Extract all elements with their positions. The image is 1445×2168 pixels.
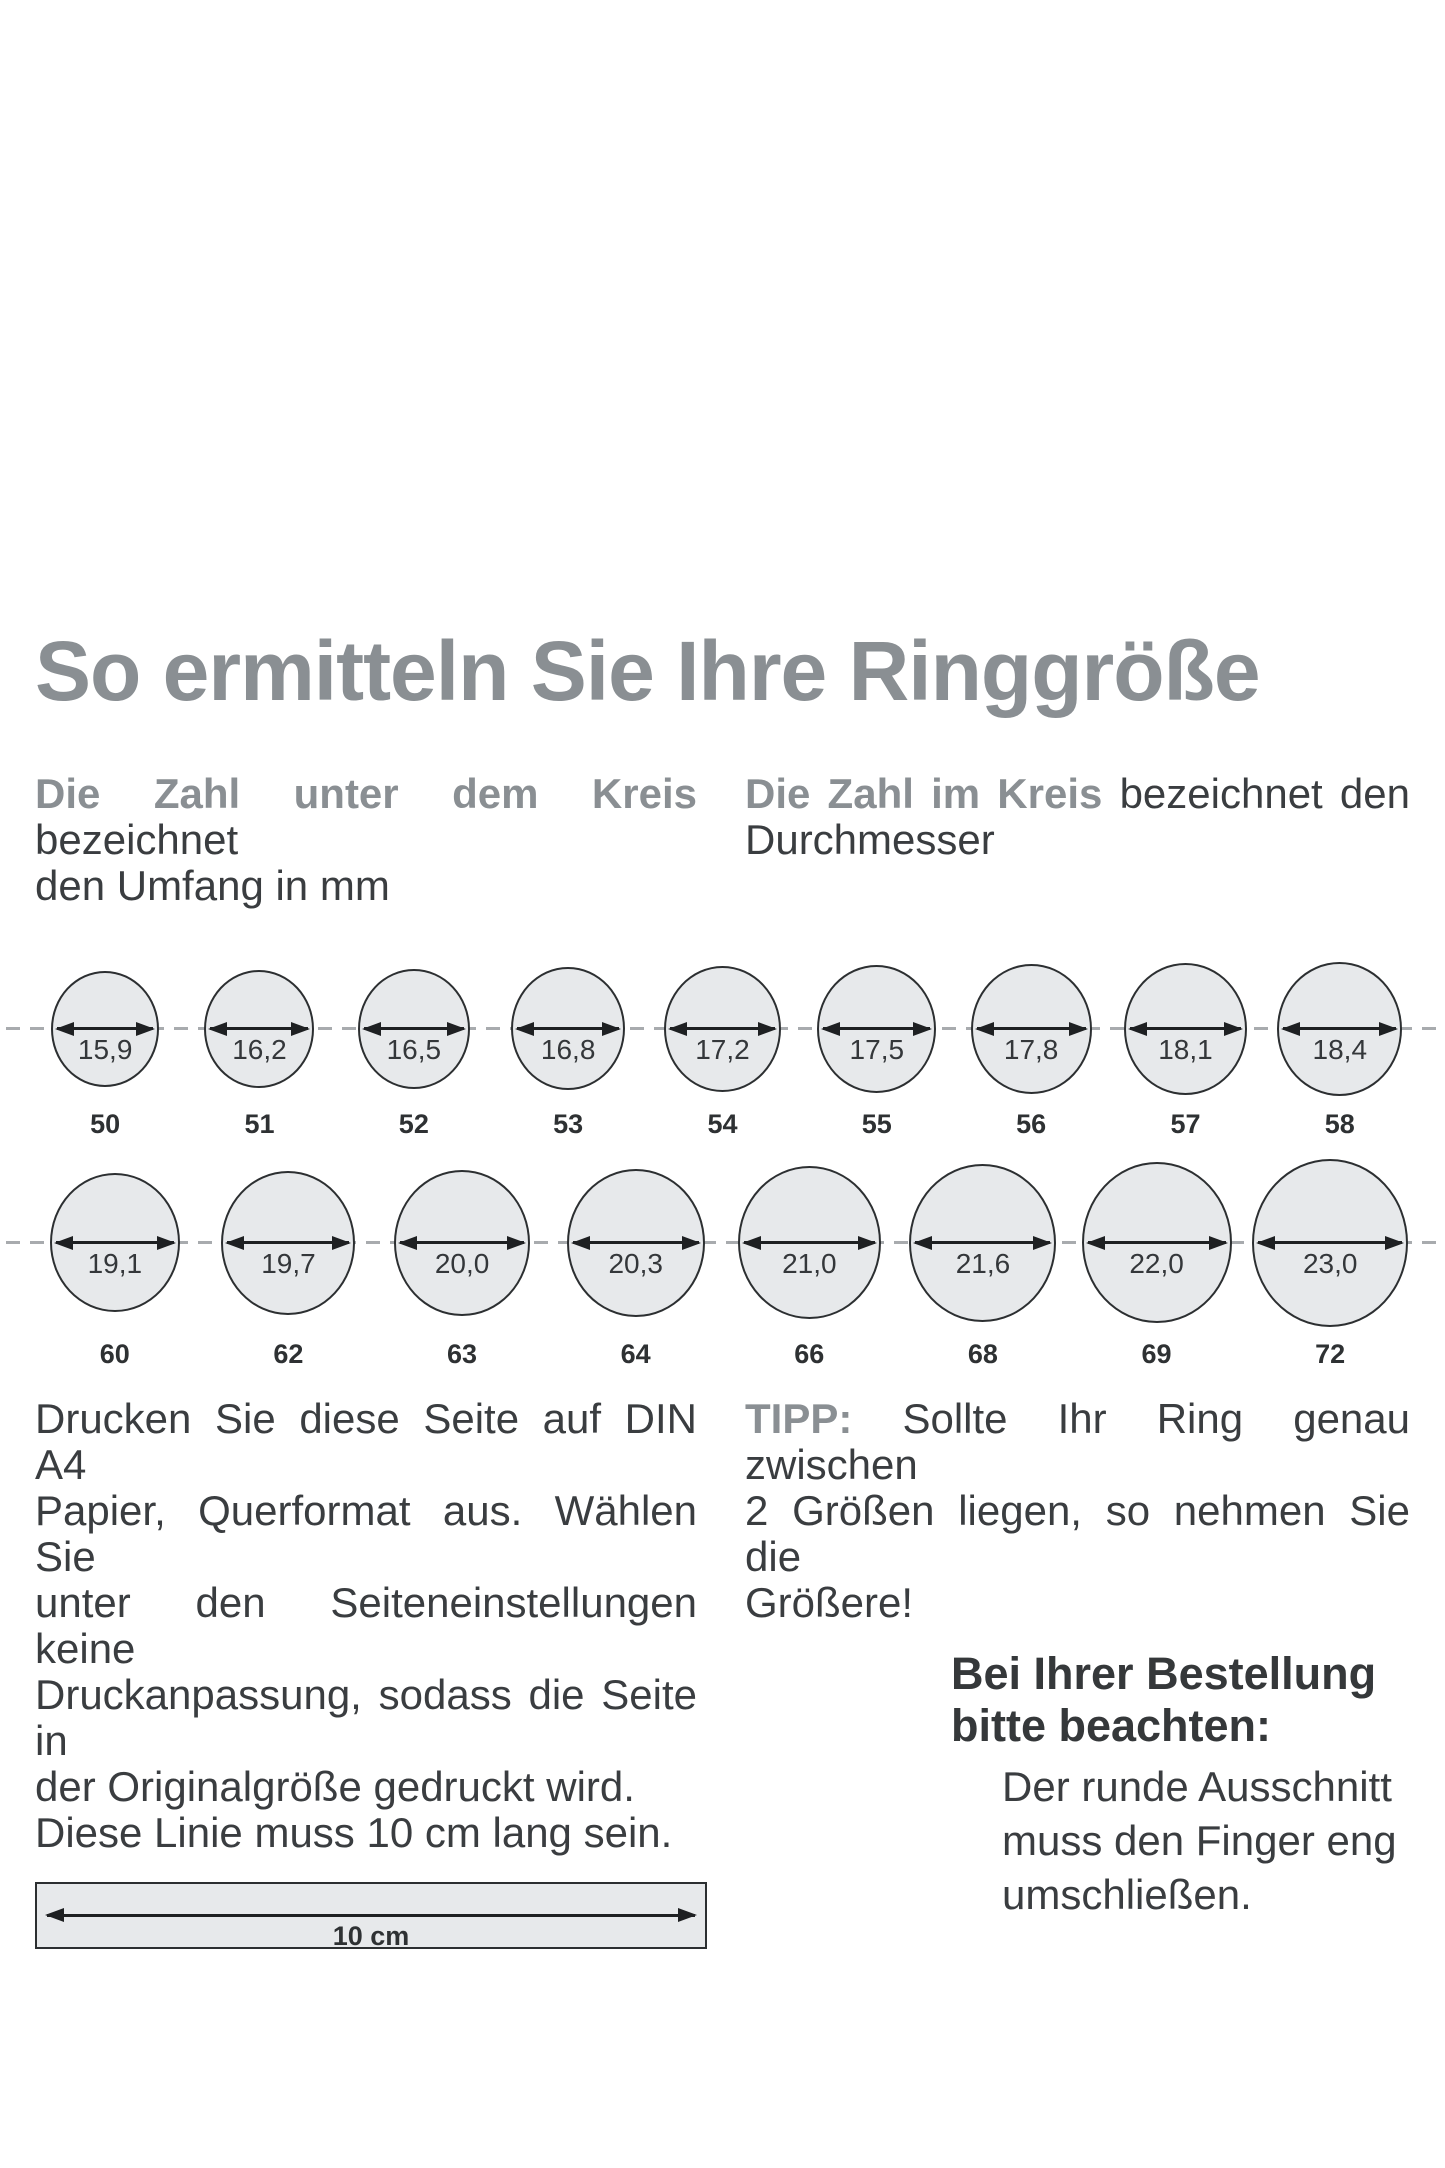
subtitle-diameter-line1: [745, 771, 1410, 817]
ring-size-item: [896, 1157, 1070, 1370]
print-instructions-line: Druckanpassung, sodass die Seite in: [35, 1670, 697, 1764]
ring-size-item: [491, 959, 645, 1140]
diameter-arrow-icon: [573, 1241, 699, 1244]
diameter-arrow-icon: [670, 1027, 775, 1030]
circle-zone: [664, 959, 781, 1099]
ring-size-number: 50: [90, 1108, 121, 1139]
order-note-heading-line1: Bei Ihrer Bestellung: [951, 1647, 1377, 1699]
diameter-value: 16,5: [386, 1033, 442, 1065]
diameter-value: 16,2: [232, 1033, 287, 1065]
diameter-arrow-icon: [517, 1027, 619, 1030]
tip-line2: 2 Größen liegen, so nehmen Sie die: [745, 1486, 1410, 1580]
ring-size-item: [202, 1157, 376, 1370]
circle-zone: [204, 959, 314, 1099]
ring-size-item: [1108, 959, 1262, 1140]
ring-size-item: [1263, 959, 1417, 1140]
ring-circle: [358, 969, 470, 1089]
ring-circle: [1252, 1159, 1408, 1327]
ruler-arrow-icon: [47, 1914, 695, 1917]
subtitle-circumference-rest: bezeichnet: [35, 815, 239, 863]
diameter-arrow-icon: [1130, 1027, 1241, 1030]
order-note-heading: [951, 1648, 1410, 1752]
tip-highlight: TIPP:: [745, 1394, 853, 1442]
subtitle-circumference-line1: [35, 771, 697, 863]
ring-circle: [221, 1171, 355, 1315]
ring-circle: [817, 965, 936, 1093]
diameter-value: 20,3: [608, 1247, 663, 1279]
print-instructions: [35, 1396, 697, 1856]
diameter-arrow-icon: [1258, 1241, 1402, 1244]
subtitle-diameter-highlight: Die Zahl im Kreis: [745, 769, 1103, 817]
order-note-heading-line2: bitte beachten:: [951, 1699, 1272, 1751]
circle-zone: [51, 959, 159, 1099]
circle-zone: [1277, 959, 1402, 1099]
circle-zone: [221, 1157, 355, 1329]
ring-size-item: [28, 959, 182, 1140]
ring-size-number: 63: [447, 1338, 478, 1369]
ring-size-item: [1070, 1157, 1244, 1370]
subtitle-section: [35, 771, 1410, 909]
print-instructions-line: Drucken Sie diese Seite auf DIN A4: [35, 1394, 697, 1488]
diameter-value: 18,4: [1312, 1033, 1368, 1065]
print-instructions-column: [35, 1394, 697, 1952]
diameter-arrow-icon: [823, 1027, 930, 1030]
ring-size-row-50-58: [0, 959, 1445, 1140]
ring-size-number: 72: [1315, 1338, 1346, 1369]
diameter-arrow-icon: [915, 1241, 1050, 1244]
diameter-arrow-icon: [364, 1027, 464, 1030]
ring-circle: [204, 970, 314, 1088]
circle-zone: [738, 1157, 881, 1329]
diameter-arrow-icon: [227, 1241, 349, 1244]
diameter-arrow-icon: [210, 1027, 308, 1030]
circle-zone: [1082, 1157, 1232, 1329]
subtitle-diameter-line2: Durchmesser: [745, 815, 995, 863]
ring-size-number: 64: [620, 1338, 651, 1369]
ring-size-number: 52: [398, 1108, 429, 1139]
diameter-value: 21,0: [782, 1247, 837, 1279]
diameter-arrow-icon: [400, 1241, 524, 1244]
tip-line1-rest: Sollte Ihr Ring genau zwischen: [745, 1394, 1410, 1488]
diameter-arrow-icon: [57, 1027, 153, 1030]
order-note-body-line1: Der runde Ausschnitt: [1002, 1762, 1392, 1810]
circle-zone: [511, 959, 625, 1099]
subtitle-circumference-highlight: Die Zahl unter dem Kreis: [35, 769, 697, 817]
ruler-instruction-line: Diese Linie muss 10 cm lang sein.: [35, 1808, 673, 1856]
print-instructions-line: Papier, Querformat aus. Wählen Sie: [35, 1486, 697, 1580]
tip-line1: [745, 1396, 1410, 1488]
print-instructions-line: unter den Seiteneinstellungen keine: [35, 1578, 697, 1672]
diameter-arrow-icon: [1283, 1027, 1396, 1030]
ring-size-item: [182, 959, 336, 1140]
diameter-value: 19,7: [261, 1247, 316, 1279]
diameter-value: 18,1: [1158, 1033, 1213, 1065]
circle-zone: [567, 1157, 705, 1329]
circle-zone: [394, 1157, 530, 1329]
diameter-value: 20,0: [434, 1247, 490, 1279]
diameter-arrow-icon: [1088, 1241, 1226, 1244]
circle-zone: [358, 959, 470, 1099]
subtitle-circumference-line2: den Umfang in mm: [35, 861, 390, 909]
ring-size-number: 56: [1016, 1108, 1047, 1139]
diameter-value: 19,1: [87, 1247, 143, 1279]
ring-size-number: 51: [244, 1108, 275, 1139]
diameter-arrow-icon: [744, 1241, 875, 1244]
ring-circle: [50, 1173, 180, 1312]
diameter-value: 21,6: [955, 1247, 1011, 1279]
ring-circle: [1082, 1162, 1232, 1323]
diameter-value: 15,9: [77, 1033, 133, 1065]
circle-strip: [28, 959, 1417, 1140]
ring-size-row-60-72: [0, 1157, 1445, 1370]
ring-size-number: 62: [273, 1338, 304, 1369]
ring-circle: [567, 1169, 705, 1317]
ring-size-item: [549, 1157, 723, 1370]
ruler-length-label: 10 cm: [332, 1921, 410, 1952]
ring-size-item: [337, 959, 491, 1140]
tip-note: [745, 1396, 1410, 1626]
order-note-body-line3: umschließen.: [1002, 1870, 1252, 1918]
ring-size-item: [954, 959, 1108, 1140]
diameter-value: 17,5: [849, 1033, 905, 1065]
print-instructions-line: der Originalgröße gedruckt wird.: [35, 1762, 635, 1810]
ring-size-number: 53: [553, 1108, 584, 1139]
ring-circle: [909, 1164, 1056, 1322]
ring-circle: [971, 964, 1092, 1094]
circle-zone: [909, 1157, 1056, 1329]
ring-circle: [1277, 962, 1402, 1096]
ring-size-item: [800, 959, 954, 1140]
diameter-value: 16,8: [540, 1033, 596, 1065]
ring-circle: [394, 1170, 530, 1316]
subtitle-circumference: [35, 771, 697, 909]
circle-zone: [971, 959, 1092, 1099]
ring-circle: [738, 1166, 881, 1319]
tip-column: [745, 1396, 1410, 1949]
circle-zone: [817, 959, 936, 1099]
page-title: So ermitteln Sie Ihre Ringgröße: [35, 624, 1260, 719]
ring-size-number: 55: [861, 1108, 892, 1139]
ring-circle: [511, 967, 625, 1090]
tip-line3: Größere!: [745, 1578, 914, 1626]
ring-circle: [664, 966, 781, 1092]
diameter-arrow-icon: [56, 1241, 174, 1244]
ring-size-number: 58: [1324, 1108, 1355, 1139]
diameter-value: 23,0: [1302, 1247, 1358, 1279]
order-note-body: [1002, 1760, 1410, 1922]
order-note-body-line2: muss den Finger eng: [1002, 1816, 1397, 1864]
circle-strip: [28, 1157, 1417, 1370]
diameter-value: 17,8: [1003, 1033, 1059, 1065]
ring-circle: [1124, 963, 1247, 1095]
circle-zone: [50, 1157, 180, 1329]
calibration-ruler: [35, 1882, 707, 1952]
ring-size-number: 69: [1141, 1338, 1172, 1369]
ring-size-item: [1243, 1157, 1417, 1370]
ring-circle: [51, 971, 159, 1087]
ring-size-number: 60: [99, 1338, 130, 1369]
ring-size-item: [645, 959, 799, 1140]
diameter-value: 17,2: [695, 1033, 750, 1065]
diameter-value: 22,0: [1129, 1247, 1184, 1279]
diameter-arrow-icon: [977, 1027, 1086, 1030]
circle-zone: [1124, 959, 1247, 1099]
ring-size-item: [723, 1157, 897, 1370]
ring-size-item: [375, 1157, 549, 1370]
subtitle-diameter-rest: bezeichnet den: [1102, 769, 1410, 817]
ring-size-number: 54: [707, 1108, 738, 1139]
circle-zone: [1252, 1157, 1408, 1329]
ring-size-number: 57: [1170, 1108, 1201, 1139]
ring-size-number: 68: [967, 1338, 998, 1369]
ring-size-number: 66: [794, 1338, 825, 1369]
subtitle-diameter: [745, 771, 1410, 909]
ring-size-item: [28, 1157, 202, 1370]
bottom-section: [35, 1394, 1410, 1952]
